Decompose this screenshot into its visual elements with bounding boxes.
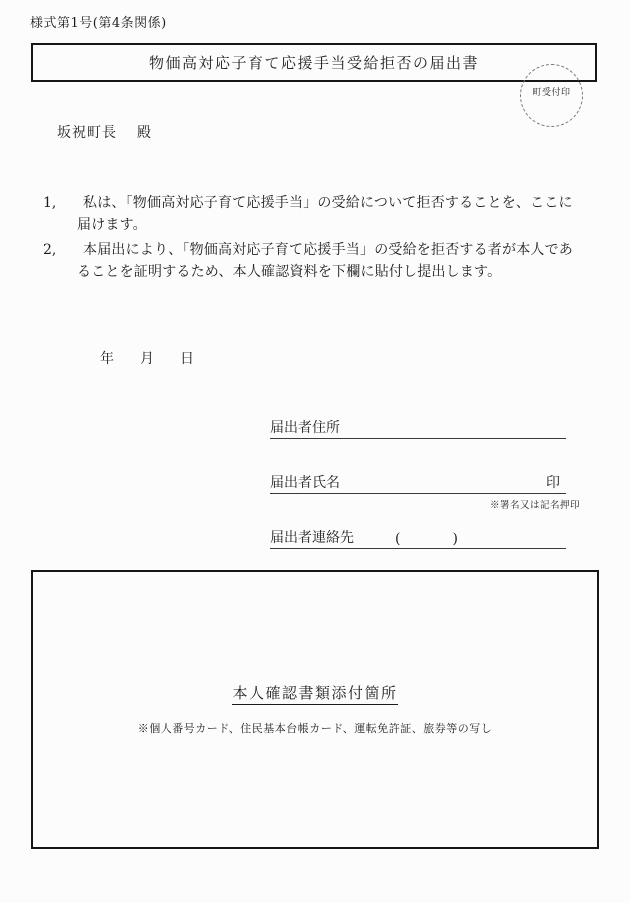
seal-note: ※署名又は記名押印: [489, 500, 580, 511]
title-box: [31, 43, 597, 82]
date-year-label: 年: [100, 351, 114, 367]
paragraph-2-text: 本届出により、「物価高対応子育て応援手当」の受給を拒否する者が本人であることを証明するため、本人確認資料を下欄に貼付し提出します。: [77, 242, 573, 280]
addressee-line: [57, 122, 152, 142]
addressee-honorific: 殿: [137, 125, 152, 141]
paragraph-2-number: 2,: [43, 242, 57, 258]
seal-placeholder: 印: [546, 475, 560, 491]
body-paragraphs: [43, 192, 579, 283]
date-line: [100, 348, 194, 368]
addressee-name: 坂祝町長: [57, 125, 117, 141]
attachment-box: [31, 570, 599, 849]
applicant-name-label: 届出者氏名: [270, 475, 340, 491]
attachment-box-note: ※個人番号カード、住民基本台帳カード、運転免許証、旅券等の写し: [137, 722, 493, 735]
form-number: 様式第1号(第4条関係): [30, 16, 167, 31]
reception-stamp-label: 町受付印: [532, 88, 571, 98]
paragraph-1: [43, 192, 579, 236]
contact-paren-close: ): [452, 531, 458, 547]
contact-paren-open: (: [395, 531, 401, 547]
paragraph-1-text: 私は、「物価高対応子育て応援手当」の受給について拒否することを、ここに届けます。: [77, 195, 573, 233]
attachment-box-title-row: [33, 682, 597, 703]
paragraph-1-number: 1,: [43, 195, 57, 211]
applicant-name-field: [270, 475, 566, 494]
reception-stamp-circle: [520, 64, 583, 127]
applicant-contact-label: 届出者連絡先: [270, 530, 354, 546]
applicant-address-label: 届出者住所: [270, 420, 340, 436]
date-day-label: 日: [180, 351, 194, 367]
date-month-label: 月: [140, 351, 154, 367]
applicant-contact-field: [270, 530, 566, 549]
attachment-box-title: 本人確認書類添付箇所: [232, 684, 397, 705]
paragraph-2: [43, 239, 579, 283]
applicant-address-field: [270, 420, 566, 439]
page-title: 物価高対応子育て応援手当受給拒否の届出書: [148, 54, 479, 72]
